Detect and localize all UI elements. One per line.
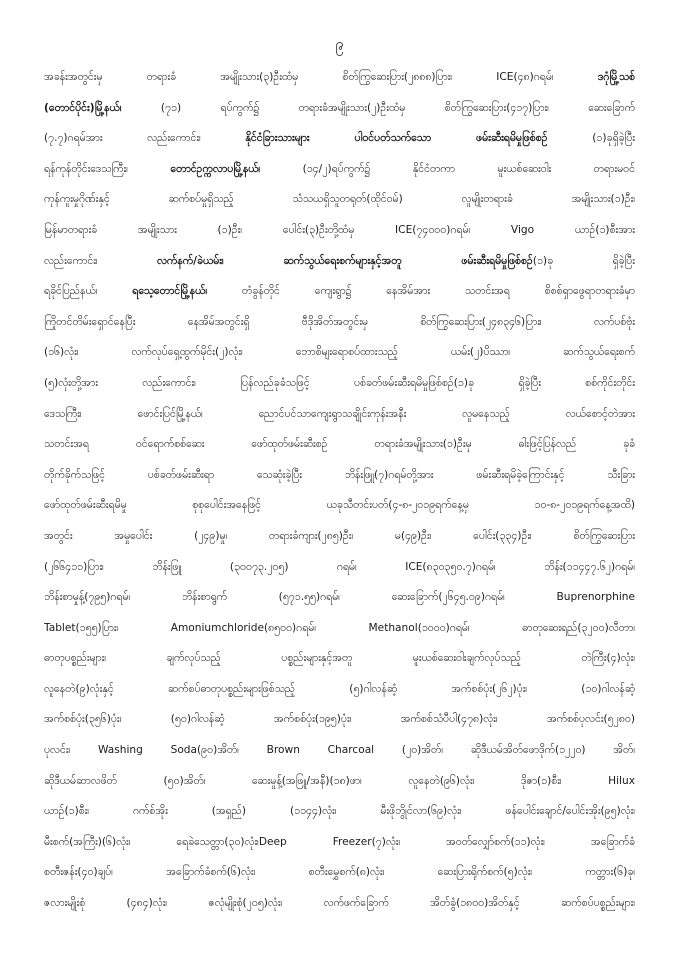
text-run: (၂၆၆၄၁၁)ပြား၊ ဘိန်းဖြူ (၃၀၀၇၃.၂၀၅) ဂရမ်၊ ICE(၈၃၀၃၅၀.၇)ဂရမ်၊ ဘိန်း(၁၁၄၄၇.၆၂)ဂရမ်၊ bbox=[44, 560, 635, 573]
text-run: စတီးဇန်း(၄၀)ချပ်၊ အခြောက်ခံစက်(၆)လုံး၊ စတီးမွှေစက်(၈)လုံး၊ ဆေးပြားရိုက်စက်(၅)လုံး၊ ကတ္တား(၆)ခု၊ bbox=[44, 866, 635, 879]
text-run: Tablet(၁၅၅)ပြား၊ Amoniumchloride(၈၅၀၀)ဂရမ်၊ Methanol(၁၀၀၀)ဂရမ်၊ ဓာတုဆေးရည်(၃၂၀၀)လီတာ၊ bbox=[44, 621, 635, 634]
bold-text-run: တောင်ဥက္ကလာပမြို့နယ်၊ bbox=[170, 162, 261, 175]
text-line bbox=[44, 215, 635, 246]
text-line bbox=[44, 857, 635, 888]
text-line bbox=[44, 246, 635, 277]
bold-text-run: ဒဂုံမြို့သစ် bbox=[597, 71, 635, 83]
text-run: (၁၆)လုံး၊ လက်လုပ်ရှေ့ထွက်မိုင်း(၂)လုံး၊ ဘောစိမျးရောစပ်ထားသည့် ယမ်း(၂)ပိဿာ၊ ဆက်သွယ်ရေးစက် bbox=[44, 346, 635, 359]
text-run: (၁)ခုရှိခဲ့ပြီး bbox=[547, 132, 635, 145]
text-run: မြန်မာတရားခံ အမျိုးသား (၁)ဦး၊ ပေါင်း(၃)ဦးတို့ထံမှ ICE(၇၄၀၀၀)ဂရမ်၊ Vigo ယာဉ်(၁)စီးအား bbox=[44, 223, 635, 236]
text-run: (၇.၇)ဂရမ်အား လည်းကောင်း၊ bbox=[44, 132, 246, 145]
body-paragraph bbox=[44, 62, 635, 919]
text-line bbox=[44, 552, 635, 583]
bold-text-run: ရသေ့တောင်မြို့နယ်၊ bbox=[132, 285, 208, 298]
text-run: (၁၄/၂)ရပ်ကွက်၌ နိုင်ငံတကာ မူးယစ်ဆေးဝါး တရားမဝင် bbox=[260, 162, 635, 175]
text-run: အက်စစ်ပုံး(၃၅၆)ပုံး၊ (၅၀)ဂါလန်ဆံ့ အက်စစ်ပုံး(၁၉၅)ပုံး၊ အက်စစ်သံပီပါ(၄၇၈)လုံး၊ အက်စစ်ပုလင်း(၅၂၈၀) bbox=[44, 713, 635, 726]
text-run: လူနေတဲ(၉)လုံးနှင့် ဆက်စပ်ဓာတုပစ္စည်းများဖြစ်သည့် (၅)ဂါလန်ဆံ့ အက်စစ်ပုံး(၂၆၂)ပုံး၊ (၁၀)ဂါလန်ဆံ့ bbox=[44, 682, 635, 695]
text-line bbox=[44, 643, 635, 674]
text-run: မီးစက်(အကြီး)(၆)လုံး၊ ရေခဲသေတ္တာ(၃၀)လုံး၊Deep Freezer(၇)လုံး၊ အဝတ်လျှော်စက်(၁၁)လုံး၊ အခြောက်ခံ bbox=[44, 835, 635, 848]
text-run: ယာဉ်(၁)စီး၊ ဂက်စ်အိုး (အရှည်) (၁၁၄၄)လုံး၊ မီးဖိုဘွိုင်လာ(၆၉)လုံး၊ ဖန်ပေါင်းချောင်/ပေါင်းအိုး(၉၅)လုံး၊ bbox=[44, 805, 635, 818]
text-line bbox=[44, 93, 635, 124]
text-run: အခန်းအတွင်းမှ တရားခံ အမျိုးသား(၃)ဦးထံမှ စိတ်ကြွဆေးပြား(၂၈၈၈)ပြား၊ ICE(၄၈)ဂရမ်၊ bbox=[44, 71, 598, 83]
text-line bbox=[44, 827, 635, 858]
bold-text-run: လက်နက်/ခဲယမ်း၊ ဆက်သွယ်ရေးစက်များနှင့်အတူ ဖမ်းဆီးရမိမှုဖြစ်စဉ် bbox=[157, 254, 533, 267]
text-run: သတင်းအရ ဝင်ရောက်စစ်ဆေး ဖော်ထုတ်ဖမ်းဆီးစဉ် တရားခံအမျိုးသား(၁)ဦးမှ ဓါးဖြင့်ပြန်လည် ခုခံ bbox=[44, 438, 635, 451]
bold-text-run: (တောင်ပိုင်း)မြို့နယ်၊ bbox=[44, 101, 122, 114]
text-line bbox=[44, 704, 635, 735]
text-line bbox=[44, 582, 635, 613]
text-line bbox=[44, 674, 635, 705]
text-run: ဇလားမျိုးစုံ (၄၈၄)လုံး၊ ဇလုံမျိုးစုံ(၂၀၅)လုံး၊ လက်ဖက်ခြောက် အိတ်ခွံ(၁၈၀၀)အိတ်နှင့် ဆက်စပ်ပစ္စည်းများ၊ bbox=[44, 897, 635, 910]
text-run: တံခွန်တိုင် ကျေးရွာ၌ နေအိမ်အား သတင်းအရ စိစစ်ရှာဖွေရာတရားခံမှာ bbox=[207, 285, 635, 298]
text-line bbox=[44, 521, 635, 552]
text-line bbox=[44, 888, 635, 919]
text-line bbox=[44, 154, 635, 185]
text-line bbox=[44, 796, 635, 827]
text-line bbox=[44, 368, 635, 399]
text-run: (၅)လုံးတို့အား လည်းကောင်း၊ ပြန်လည်ခုခံသဖြင့် ပစ်ခတ်ဖမ်းဆီးရမိမှုဖြစ်စဉ်(၁)ခု ရှိခဲ့ပြီး စစ်ကိုင်းတိုင်း bbox=[44, 376, 635, 389]
text-line bbox=[44, 766, 635, 797]
text-line bbox=[44, 429, 635, 460]
text-run: တိုက်ခိုက်သဖြင့် ပစ်ခတ်ဖမ်းဆီးရာ သေဆုံးခဲ့ပြီး ဘိန်းဖြူ(၇)ဂရမ်တို့အား ဖမ်းဆီးရမိခဲ့ကြောင်းနှင့် သီးခြား bbox=[44, 468, 635, 481]
text-run: ကြိုတင်တိမ်းရှောင်နေပြီး နေအိမ်အတွင်းရှိ ဗီဒိုအိတ်အတွင်းမှ စိတ်ကြွဆေးပြား(၂၄၈၃၄၆)ပြား၊ လက်ပစ်ဗုံး bbox=[44, 315, 635, 328]
text-run: ကုန်ကူးမှုဂိုဏ်းနှင့် ဆက်စပ်မှုရှိသည့် သံသယရှိသူတရုတ်(ထိုင်ဝမ်) လူမျိုးတရားခံ အမျိုးသား(၁)ဦး၊ bbox=[44, 193, 635, 206]
text-line bbox=[44, 123, 635, 154]
text-line bbox=[44, 62, 635, 93]
text-run: လည်းကောင်း၊ bbox=[44, 254, 157, 267]
text-run: ဘိန်းစာမှုန့်(၇၉၅)ဂရမ်၊ ဘိန်းစာရွက် (၅၇၁.၅၅)ဂရမ်၊ ဆေးခြောက်(၂၆၄၅.၀၉)ဂရမ်၊ Buprenorphine bbox=[44, 591, 635, 604]
text-line bbox=[44, 735, 635, 766]
text-line bbox=[44, 184, 635, 215]
text-run: အတွင်း အမှုပေါင်း (၂၄၉)မှု၊ တရားခံကျား(၂၈၅)ဦး၊ မ(၄၉)ဦး၊ ပေါင်း(၃၃၄)ဦး၊ စိတ်ကြွဆေးပြား bbox=[44, 529, 635, 542]
text-line bbox=[44, 460, 635, 491]
text-line bbox=[44, 307, 635, 338]
text-line bbox=[44, 613, 635, 644]
text-line bbox=[44, 490, 635, 521]
text-run: ဓာတုပစ္စည်းများ၊ ချက်လုပ်သည့် ပစ္စည်းများနှင့်အတူ မူးယစ်ဆေးဝါးချက်လုပ်သည့် တဲကြီး(၄)လုံး၊ bbox=[44, 652, 635, 665]
text-run: ပုလင်း၊ Washing Soda(၉၀)အိတ်၊ Brown Charcoal (၂၀)အိတ်၊ ဆိုဒီယမ်အိတ်ဖောဒိုက်(၁၂၂၀) အိတ်၊ bbox=[44, 744, 635, 757]
bold-text-run: နိုင်ငံခြားသားများ ပါဝင်ပတ်သက်သော ဖမ်းဆီးရမိမှုဖြစ်စဉ် bbox=[245, 132, 548, 145]
text-run: ဖော်ထုတ်ဖမ်းဆီးရမိမှု စုစုပေါင်းအနေဖြင့် ယခုသီတင်းပတ်(၄-၈-၂၀၁၉ရက်နေ့မှ ၁၀-၈-၂၀၁၉ရက်နေ့အထိ) bbox=[44, 499, 635, 512]
text-run: (၁)ခု ရှိခဲ့ပြီး bbox=[532, 254, 635, 267]
text-line bbox=[44, 276, 635, 307]
text-line bbox=[44, 399, 635, 430]
text-run: ရန်ကုန်တိုင်းဒေသကြီး၊ bbox=[44, 162, 171, 175]
text-run: (၇၁) ရပ်ကွက်၌ တရားခံအမျိုးသား(၂)ဦးထံမှ စိတ်ကြွဆေးပြား(၄၁၇)ပြား၊ ဆေးခြောက် bbox=[121, 101, 635, 114]
text-run: ရခိုင်ပြည်နယ်၊ bbox=[44, 285, 133, 298]
text-line bbox=[44, 337, 635, 368]
text-run: ဒေသကြီး၊ ဖောင်းပြင်မြို့နယ်၊ ညောင်ပင်သာကျေးရွာသချိုင်းကုန်းအနီး လူမနေသည့် လယ်စောင့်တဲအား bbox=[44, 407, 635, 420]
text-run: ဆိုဒီယမ်ဆာလဖိတ် (၅၀)အိတ်၊ ဆေးမှုန့်(အဖြူ/အနီ)(၁၈)ဖာ၊ လူနေတဲ(၉၆)လုံး၊ ဒိုဇာ(၁)စီး၊ Hilux bbox=[44, 774, 635, 787]
page-number: ၉ bbox=[335, 35, 344, 53]
